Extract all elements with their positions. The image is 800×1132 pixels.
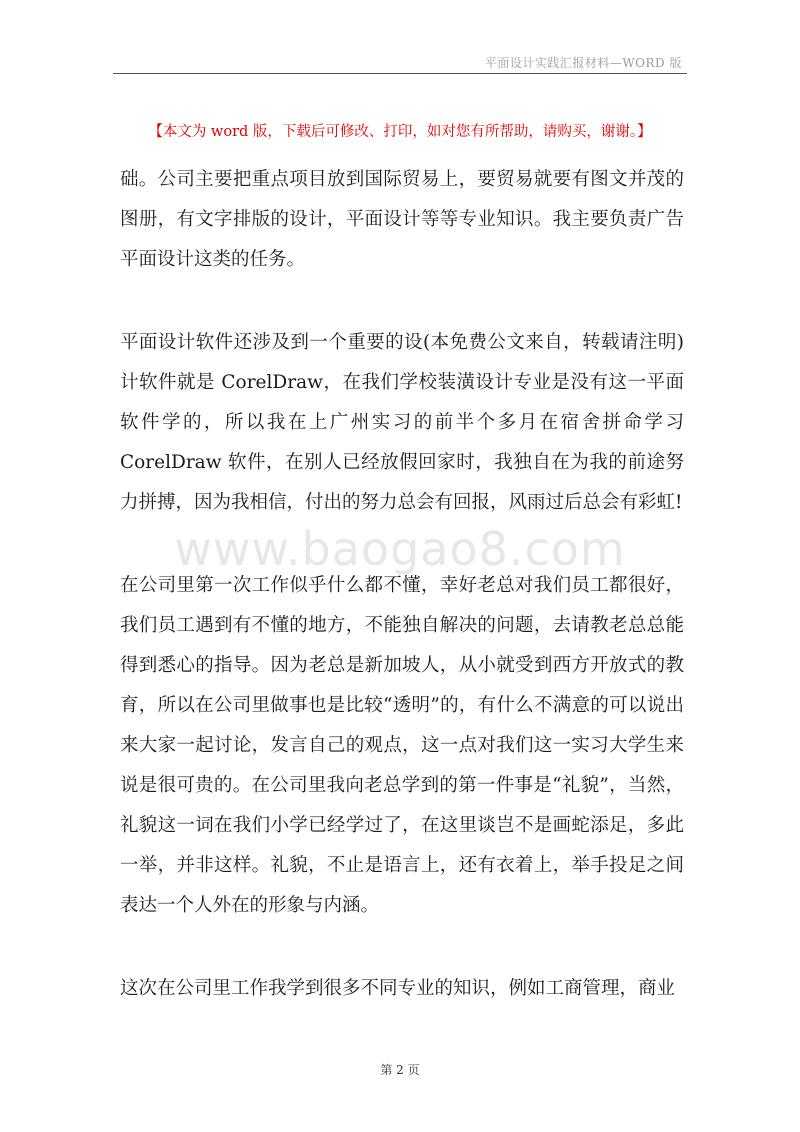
header-divider — [113, 73, 687, 74]
paragraph-3: 在公司里第一次工作似乎什么都不懂，幸好老总对我们员工都很好，我们员工遇到有不懂的地方，不能独自解决的问题，去请教老总总能得到悉心的指导。因为老总是新加坡人，从小就受到西方开放式的教育，所以在公司里做事也是比较“透明”的，有什么不满意的可以说出来大家一起讨论，发言自己的观点，这一点对我们这一实习大学生来说是很可贵的。在公司里我向老总学到的第一件事是“礼貌”，当然，礼貌这一词在我们小学已经学过了，在这里谈岂不是画蛇添足，多此一举，并非这样。礼貌，不止是语言上，还有衣着上，举手投足之间表达一个人外在的形象与内涵。 — [120, 575, 684, 916]
paragraph-spacer — [120, 523, 684, 566]
paragraph-2: 平面设计软件还涉及到一个重要的设(本免费公文来自，转载请注明)计软件就是 CorelDraw，在我们学校装潢设计专业是没有这一平面软件学的，所以我在上广州实习的前半个多月在宿舍拼命学习 CorelDraw 软件，在别人已经放假回家时，我独自在为我的前途努力拼搏，因为我相信，付出的努力总会有回报，风雨过后总会有彩虹! — [120, 332, 684, 513]
document-body — [120, 160, 684, 1009]
paragraph-1: 础。公司主要把重点项目放到国际贸易上，要贸易就要有图文并茂的图册，有文字排版的设计，平面设计等等专业知识。我主要负责广告平面设计这类的任务。 — [120, 169, 684, 270]
paragraph-spacer — [120, 280, 684, 323]
paragraph-spacer — [120, 926, 684, 969]
purchase-notice: 【本文为 word 版，下载后可修改、打印，如对您有所帮助，请购买，谢谢。】 — [148, 124, 652, 140]
page-number: 第 2 页 — [380, 1063, 420, 1077]
running-header: 平面设计实践汇报材料—WORD 版 — [484, 56, 682, 70]
paragraph-4: 这次在公司里工作我学到很多不同专业的知识，例如工商管理，商业 — [120, 978, 676, 999]
watermark: www.baogao8.com — [174, 522, 626, 576]
